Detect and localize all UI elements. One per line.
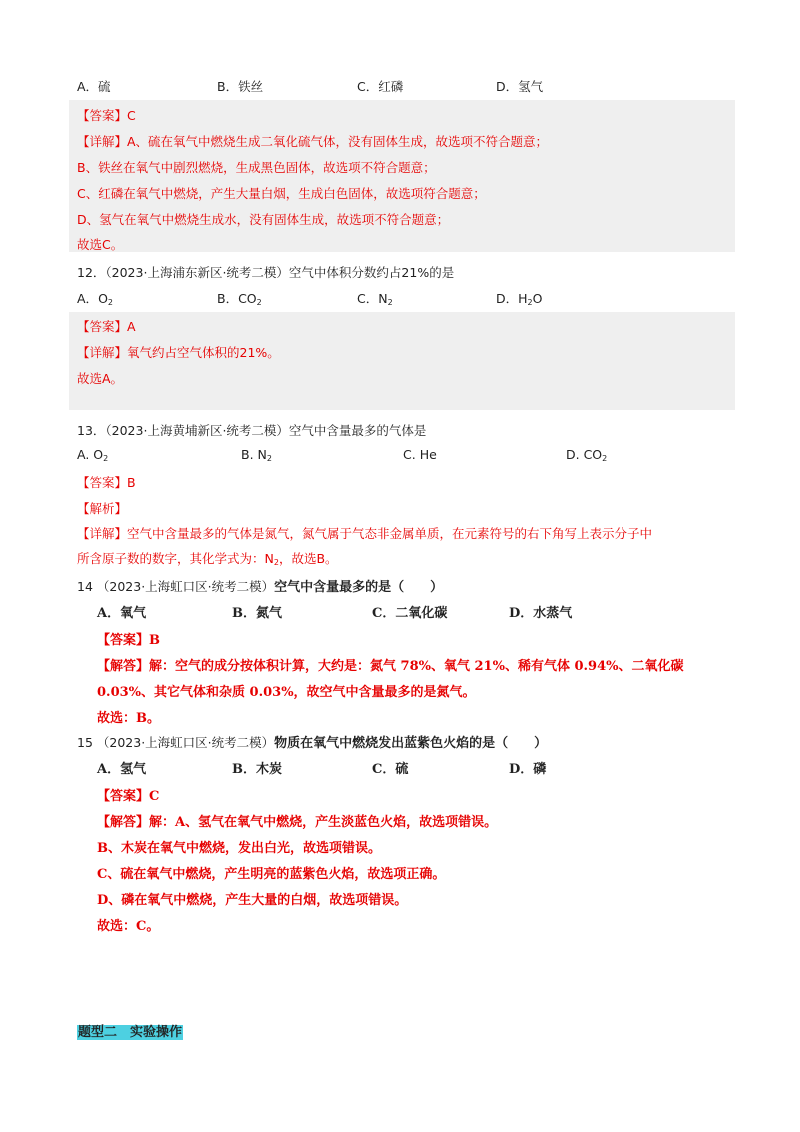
q11-explanation-line: 【详解】A、硫在氧气中燃烧生成二氧化硫气体，没有固体生成，故选项不符合题意； [77, 134, 549, 149]
q12-option-c: C．$N_2$ [357, 291, 393, 307]
q13-option-d: D. $CO_2$ [566, 447, 608, 463]
q11-explanation-line: C、红磷在氧气中燃烧，产生大量白烟，生成白色固体，故选项符合题意； [77, 186, 486, 201]
q12-explanation: 【详解】氧气约占空气体积的21%。 [77, 345, 280, 360]
q15-explanation-line: 【解答】解：A、氢气在氧气中燃烧，产生淡蓝色火焰，故选项错误。 [97, 815, 498, 830]
q12-answer: 【答案】A [77, 319, 136, 334]
q15-option-d: D．磷 [509, 762, 547, 777]
q15-explanation-line: C、硫在氧气中燃烧，产生明亮的蓝紫色火焰，故选项正确。 [97, 867, 446, 882]
q14-answer: 【答案】B [97, 633, 160, 648]
q13-stem: 13．（2023·上海黄埔新区·统考二模）空气中含量最多的气体是 [77, 423, 427, 438]
q11-conclusion: 故选C。 [77, 237, 124, 252]
q13-option-b: B. $N_2$ [241, 447, 272, 463]
q11-option-d: D．氢气 [496, 79, 544, 94]
q12-stem: 12．（2023·上海浦东新区·统考二模）空气中体积分数约占21%的是 [77, 265, 455, 280]
section-heading: 题型二 实验操作 [78, 1025, 183, 1040]
q13-explanation-line: 所含原子数的数字，其化学式为：$N_2$，故选B。 [77, 551, 338, 567]
q11-option-c: C．红磷 [357, 79, 404, 94]
q14-option-d: D．水蒸气 [509, 606, 573, 621]
q12-option-a: A．$O_2$ [77, 291, 113, 307]
q14-stem: 14 （2023·上海虹口区·统考二模）空气中含量最多的是（ ） [77, 579, 444, 595]
q11-option-b: B．铁丝 [217, 79, 264, 94]
q14-explanation-line: 【解答】解：空气的成分按体积计算，大约是：氮气 78%、氧气 21%、稀有气体 0.94%、二氧化碳 [97, 659, 684, 674]
q12-conclusion: 故选A。 [77, 371, 124, 386]
q11-explanation-line: D、氢气在氧气中燃烧生成水，没有固体生成，故选项不符合题意； [77, 212, 450, 227]
q13-option-c: C. He [403, 447, 437, 462]
q13-explanation-line: 【详解】空气中含量最多的气体是氮气，氮气属于气态非金属单质，在元素符号的右下角写上表示分子中 [77, 526, 653, 541]
q14-explanation-line: 0.03%、其它气体和杂质 0.03%，故空气中含量最多的是氮气。 [97, 685, 476, 700]
q11-option-a: A．硫 [77, 79, 111, 94]
q11-answer-box [69, 100, 735, 252]
q15-option-a: A．氢气 [97, 762, 147, 777]
q14-option-c: C．二氧化碳 [372, 606, 448, 621]
q15-answer: 【答案】C [97, 789, 160, 804]
q12-option-d: D．$H_2O$ [496, 291, 543, 307]
q11-explanation-line: B、铁丝在氧气中剧烈燃烧，生成黑色固体，故选项不符合题意； [77, 160, 436, 175]
q13-option-a: A. $O_2$ [77, 447, 109, 463]
q14-conclusion: 故选：B。 [97, 711, 160, 726]
q11-answer: 【答案】C [77, 108, 136, 123]
q15-option-b: B．木炭 [232, 762, 282, 777]
q14-option-a: A．氧气 [97, 606, 147, 621]
q15-stem: 15 （2023·上海虹口区·统考二模）物质在氧气中燃烧发出蓝紫色火焰的是（ ） [77, 735, 548, 751]
q15-explanation-line: D、磷在氧气中燃烧，产生大量的白烟，故选项错误。 [97, 893, 408, 908]
q12-option-b: B．$CO_2$ [217, 291, 262, 307]
q15-conclusion: 故选：C。 [97, 919, 160, 934]
q15-option-c: C．硫 [372, 762, 409, 777]
q14-option-b: B．氮气 [232, 606, 282, 621]
q13-analysis-label: 【解析】 [77, 501, 128, 516]
q12-answer-box [69, 312, 735, 410]
q13-answer: 【答案】B [77, 475, 136, 490]
q15-explanation-line: B、木炭在氧气中燃烧，发出白光，故选项错误。 [97, 841, 381, 856]
